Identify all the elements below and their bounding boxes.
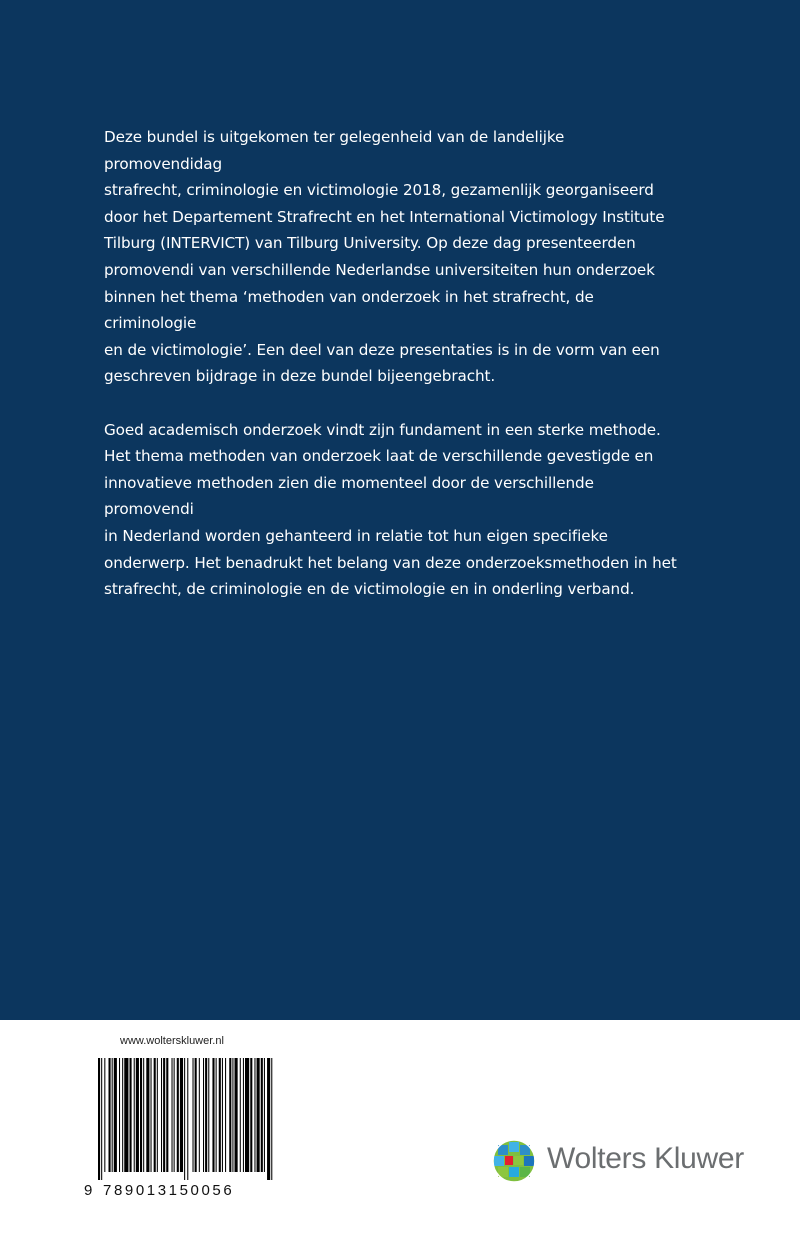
barcode-bar bbox=[143, 1058, 144, 1172]
blurb-line: in Nederland worden gehanteerd in relatie tot hun eigen specifieke bbox=[104, 526, 608, 545]
blurb-line: Tilburg (INTERVICT) van Tilburg University. Op deze dag presenteerden bbox=[104, 234, 636, 253]
publisher-url[interactable]: www.wolterskluwer.nl bbox=[120, 1035, 224, 1047]
barcode-bar bbox=[180, 1058, 183, 1172]
barcode-bar bbox=[109, 1058, 111, 1172]
barcode-bar bbox=[195, 1058, 197, 1172]
barcode-bar bbox=[271, 1058, 272, 1180]
barcode-bar bbox=[122, 1058, 123, 1172]
blurb-line: promovendi van verschillende Nederlandse universiteiten hun onderzoek bbox=[104, 260, 655, 279]
barcode-bar bbox=[222, 1058, 223, 1172]
barcode-bar bbox=[134, 1058, 135, 1172]
barcode-bar bbox=[114, 1058, 117, 1172]
barcode-bar bbox=[130, 1058, 132, 1172]
blurb-paragraph-2 bbox=[104, 417, 684, 603]
barcode-bar bbox=[177, 1058, 179, 1172]
barcode-bar bbox=[157, 1058, 158, 1172]
barcode-bar bbox=[163, 1058, 165, 1172]
blurb-line: onderwerp. Het benadrukt het belang van deze onderzoeksmethoden in het bbox=[104, 553, 677, 572]
isbn-first-digit: 9 bbox=[84, 1182, 93, 1199]
barcode-bar bbox=[172, 1058, 173, 1172]
barcode-bar bbox=[219, 1058, 221, 1172]
isbn-digits: 789013150056 bbox=[103, 1182, 235, 1199]
blurb-paragraph-1 bbox=[104, 124, 684, 390]
barcode-bar bbox=[216, 1058, 217, 1172]
barcode-bar bbox=[136, 1058, 139, 1172]
barcode-bar bbox=[151, 1058, 152, 1172]
barcode-bars bbox=[96, 1058, 276, 1180]
barcode-bar bbox=[140, 1058, 142, 1172]
wolters-kluwer-wordmark: Wolters Kluwer bbox=[547, 1142, 744, 1175]
barcode-bar bbox=[225, 1058, 226, 1172]
barcode-bar bbox=[199, 1058, 200, 1172]
barcode-bar bbox=[104, 1058, 105, 1172]
barcode-bar bbox=[240, 1058, 241, 1172]
barcode-bar bbox=[257, 1058, 260, 1172]
blurb-line: Deze bundel is uitgekomen ter gelegenheid van de landelijke promovendidag bbox=[104, 128, 565, 173]
barcode-bar bbox=[161, 1058, 162, 1172]
barcode-bar bbox=[166, 1058, 168, 1172]
blurb-line: geschreven bijdrage in deze bundel bijeengebracht. bbox=[104, 367, 496, 386]
blurb-line: en de victimologie’. Een deel van deze presentaties is in de vorm van een bbox=[104, 340, 660, 359]
barcode-bar bbox=[229, 1058, 231, 1172]
barcode-bar bbox=[232, 1058, 233, 1172]
barcode-bar bbox=[208, 1058, 209, 1172]
barcode-bar bbox=[193, 1058, 194, 1172]
blurb-line: innovatieve methoden zien die momenteel door de verschillende promovendi bbox=[104, 473, 594, 519]
barcode-bar bbox=[250, 1058, 252, 1172]
barcode-bar bbox=[261, 1058, 263, 1172]
barcode-bar bbox=[184, 1058, 185, 1180]
wolters-kluwer-logo-mark-icon bbox=[490, 1138, 538, 1184]
blurb-line: Goed academisch onderzoek vindt zijn fundament in een sterke methode. bbox=[104, 420, 661, 439]
barcode-bar bbox=[146, 1058, 149, 1172]
barcode-bar bbox=[101, 1058, 102, 1180]
barcode-bar bbox=[98, 1058, 100, 1180]
blurb-line: binnen het thema ‘methoden van onderzoek in het strafrecht, de criminologie bbox=[104, 287, 594, 333]
barcode-bar bbox=[124, 1058, 128, 1172]
barcode-bar bbox=[174, 1058, 175, 1172]
blurb-line: door het Departement Strafrecht en het International Victimology Institute bbox=[104, 207, 665, 226]
blurb-line: strafrecht, de criminologie en de victimologie en in onderling verband. bbox=[104, 580, 635, 599]
barcode-bar bbox=[254, 1058, 255, 1172]
barcode-bar bbox=[205, 1058, 207, 1172]
blurb-line: strafrecht, criminologie en victimologie 2018, gezamenlijk georganiseerd bbox=[104, 181, 654, 200]
blurb-line: Het thema methoden van onderzoek laat de verschillende gevestigde en bbox=[104, 447, 654, 466]
barcode-bar bbox=[119, 1058, 120, 1172]
barcode-bar bbox=[212, 1058, 214, 1172]
wolters-kluwer-logo bbox=[490, 1138, 780, 1184]
barcode-bar bbox=[235, 1058, 238, 1172]
barcode-bar bbox=[154, 1058, 156, 1172]
barcode-bar bbox=[267, 1058, 270, 1180]
barcode-bar bbox=[264, 1058, 265, 1172]
barcode-bar bbox=[187, 1058, 188, 1180]
barcode-bar bbox=[243, 1058, 244, 1172]
back-cover-blurb bbox=[104, 124, 684, 629]
barcode-bar bbox=[245, 1058, 249, 1172]
barcode-bar bbox=[112, 1058, 113, 1172]
barcode-bar bbox=[203, 1058, 204, 1172]
